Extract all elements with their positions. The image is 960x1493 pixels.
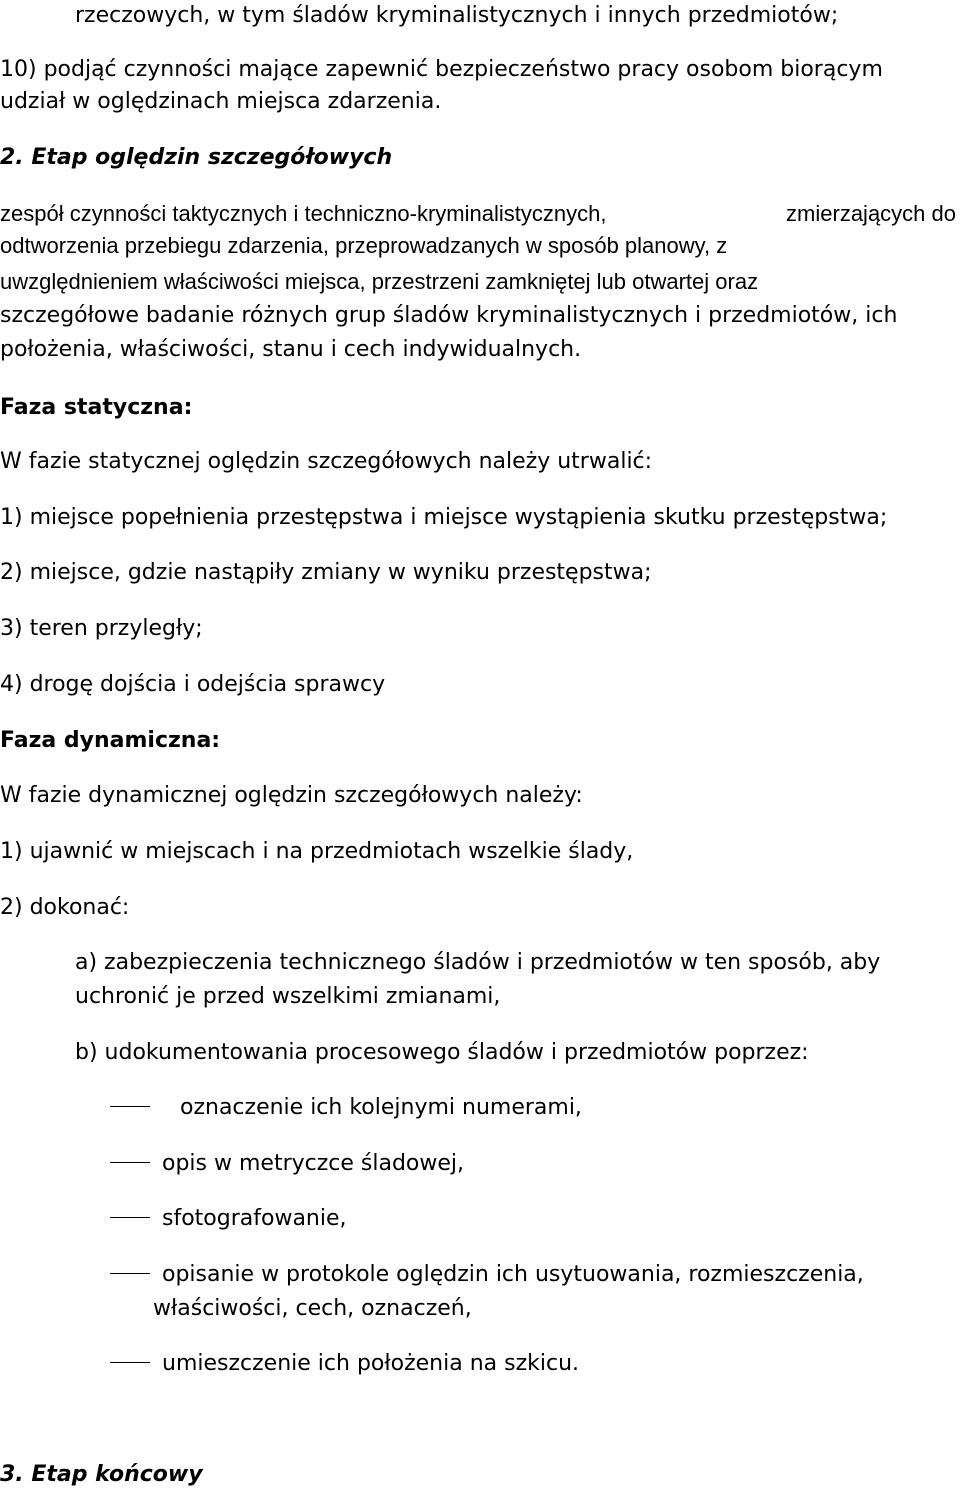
faza-statyczna-heading: Faza statyczna: bbox=[0, 395, 193, 420]
dash-bullet bbox=[110, 1273, 150, 1274]
sub-list-item: b) udokumentowania procesowego śladów i przedmiotów poprzez: bbox=[75, 1040, 809, 1065]
dash-list-item bbox=[110, 1092, 582, 1124]
text-line: rzeczowych, w tym śladów kryminalistycznych i innych przedmiotów; bbox=[75, 3, 839, 28]
dash-item-text: opis w metryczce śladowej, bbox=[162, 1151, 465, 1176]
text-line: 10) podjąć czynności mające zapewnić bezpieczeństwo pracy osobom biorącym bbox=[0, 57, 883, 82]
paragraph-line: uwzględnieniem właściwości miejsca, przestrzeni zamkniętej lub otwartej oraz bbox=[0, 269, 759, 294]
section-heading: 2. Etap oględzin szczegółowych bbox=[0, 145, 393, 170]
text-line: W fazie statycznej oględzin szczegółowych należy utrwalić: bbox=[0, 449, 653, 474]
dash-bullet bbox=[110, 1217, 150, 1218]
dash-item-text: opisanie w protokole oględzin ich usytuowania, rozmieszczenia, bbox=[162, 1262, 864, 1287]
list-item: 4) drogę dojścia i odejścia sprawcy bbox=[0, 672, 386, 697]
dash-list-item bbox=[110, 1148, 464, 1180]
list-item: 1) ujawnić w miejscach i na przedmiotach wszelkie ślady, bbox=[0, 839, 634, 864]
list-item: 3) teren przyległy; bbox=[0, 616, 203, 641]
dash-list-item bbox=[110, 1203, 347, 1235]
list-item: 2) miejsce, gdzie nastąpiły zmiany w wyniku przestępstwa; bbox=[0, 560, 652, 585]
dash-item-text: sfotografowanie, bbox=[162, 1206, 347, 1231]
list-item: 1) miejsce popełnienia przestępstwa i miejsce wystąpienia skutku przestępstwa; bbox=[0, 505, 888, 530]
paragraph-line: szczegółowe badanie różnych grup śladów kryminalistycznych i przedmiotów, ich bbox=[0, 303, 898, 328]
paragraph-text: zmierzających do bbox=[786, 201, 956, 226]
paragraph-line bbox=[0, 198, 956, 230]
dash-list-item bbox=[110, 1259, 864, 1291]
dash-list-item bbox=[110, 1348, 579, 1380]
section-heading: 3. Etap końcowy bbox=[0, 1462, 203, 1487]
list-item: 2) dokonać: bbox=[0, 895, 130, 920]
paragraph-line: położenia, właściwości, stanu i cech indywidualnych. bbox=[0, 337, 582, 362]
sub-list-item: uchronić je przed wszelkimi zmianami, bbox=[75, 984, 501, 1009]
sub-list-item: a) zabezpieczenia technicznego śladów i przedmiotów w ten sposób, aby bbox=[75, 950, 881, 975]
dash-item-text: umieszczenie ich położenia na szkicu. bbox=[162, 1351, 580, 1376]
dash-item-text: oznaczenie ich kolejnymi numerami, bbox=[180, 1095, 582, 1120]
dash-bullet bbox=[110, 1106, 150, 1107]
dash-bullet bbox=[110, 1362, 150, 1363]
paragraph-text: zespół czynności taktycznych i techniczno-kryminalistycznych, bbox=[0, 201, 607, 226]
faza-dynamiczna-heading: Faza dynamiczna: bbox=[0, 728, 221, 753]
text-line: W fazie dynamicznej oględzin szczegółowych należy: bbox=[0, 783, 583, 808]
dash-item-continuation: właściwości, cech, oznaczeń, bbox=[153, 1296, 472, 1321]
text-line: udział w oględzinach miejsca zdarzenia. bbox=[0, 89, 442, 114]
paragraph-line: odtworzenia przebiegu zdarzenia, przeprowadzanych w sposób planowy, z bbox=[0, 233, 728, 258]
dash-bullet bbox=[110, 1162, 150, 1163]
